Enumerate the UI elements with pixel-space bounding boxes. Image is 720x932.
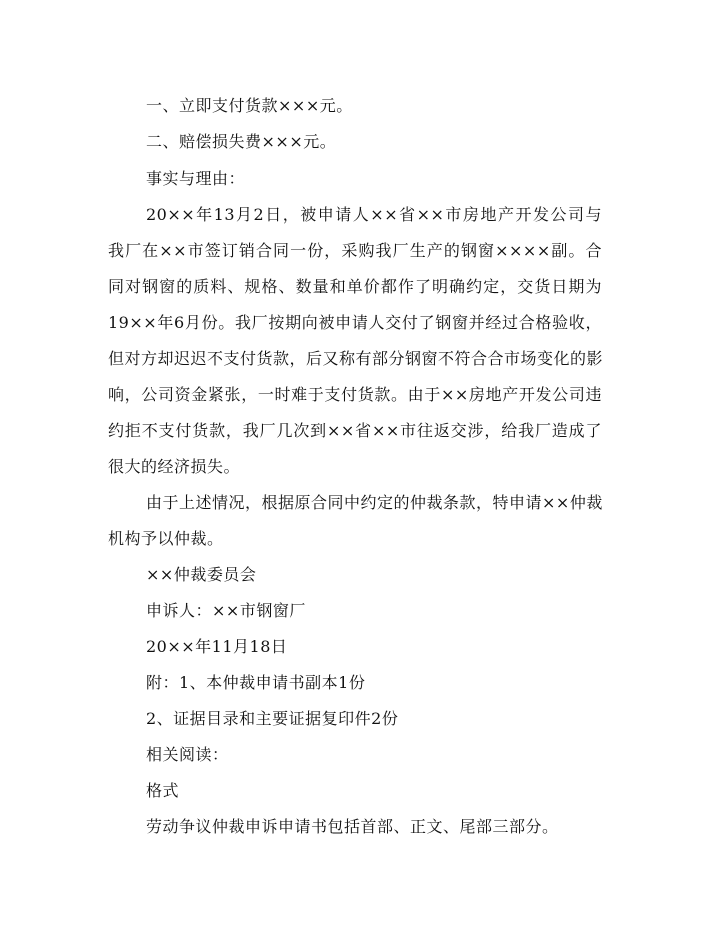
request-line: 由于上述情况，根据原合同中约定的仲裁条款，特申请××仲裁 — [146, 493, 603, 512]
request-line: 机构予以仲裁。 — [108, 529, 224, 548]
request-item-2: 二、赔偿损失费×××元。 — [146, 132, 337, 151]
date: 20××年11月18日 — [146, 637, 288, 656]
format-text: 劳动争议仲裁申诉申请书包括首部、正文、尾部三部分。 — [146, 817, 559, 836]
attachment-item: 2、证据目录和主要证据复印件2份 — [146, 709, 399, 728]
facts-line: 同对钢窗的质料、规格、数量和单价都作了明确约定，交货日期为 — [108, 277, 602, 296]
format-heading: 格式 — [146, 781, 180, 800]
facts-line: 约拒不支付货款，我厂几次到××省××市往返交涉，给我厂造成了 — [108, 421, 602, 440]
request-item-1: 一、立即支付货款×××元。 — [146, 96, 353, 115]
recipient: ××仲裁委员会 — [146, 565, 257, 584]
attachment-item: 附：1、本仲裁申请书副本1份 — [146, 673, 366, 692]
applicant: 申诉人：××市钢窗厂 — [146, 601, 306, 620]
facts-line: 19××年6月份。我厂按期向被申请人交付了钢窗并经过合格验收， — [108, 313, 602, 332]
facts-heading: 事实与理由： — [146, 169, 246, 188]
facts-line: 我厂在××市签订销合同一份，采购我厂生产的钢窗××××副。合 — [108, 241, 602, 260]
facts-line: 20××年13月2日，被申请人××省××市房地产开发公司与 — [146, 205, 602, 224]
related-heading: 相关阅读： — [146, 745, 229, 764]
facts-line: 但对方却迟迟不支付货款，后又称有部分钢窗不符合合市场变化的影 — [108, 349, 604, 368]
facts-line: 很大的经济损失。 — [108, 457, 241, 476]
facts-line: 响，公司资金紧张，一时难于支付货款。由于××房地产开发公司违 — [108, 385, 602, 404]
